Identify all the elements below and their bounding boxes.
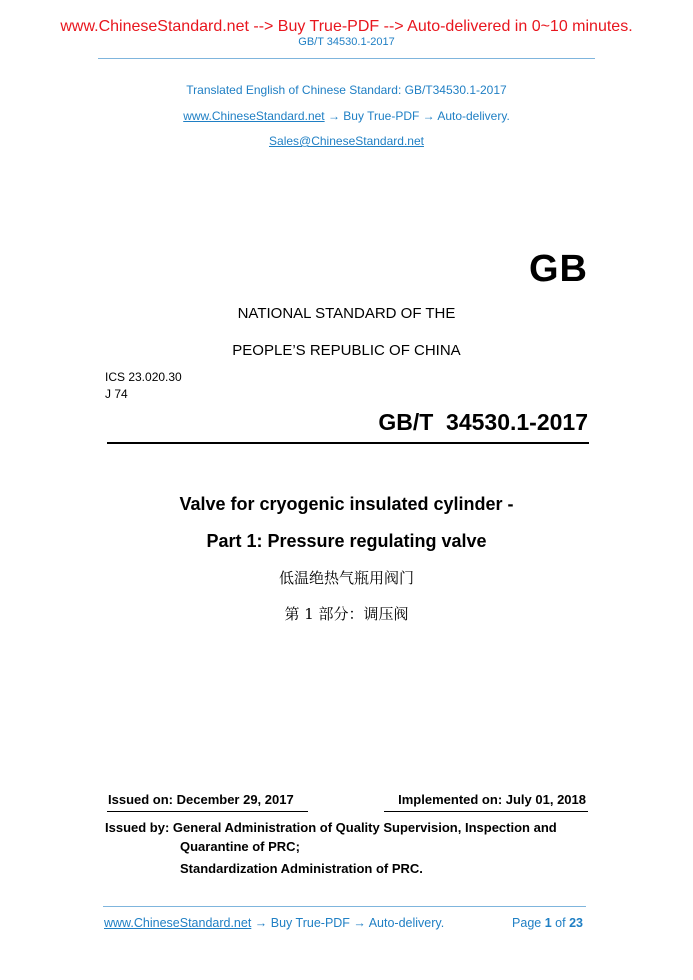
implemented-on-rule xyxy=(384,811,588,812)
footer-buy-text: → Buy True-PDF → Auto-delivery. xyxy=(251,916,445,930)
title-en-line2: Part 1: Pressure regulating valve xyxy=(206,531,487,551)
ccs-code: J 74 xyxy=(105,387,128,401)
issued-by-line3: Standardization Administration of PRC. xyxy=(180,861,423,876)
ics-code: ICS 23.020.30 xyxy=(105,370,182,384)
standard-number: GB/T 34530.1-2017 xyxy=(378,409,588,435)
implemented-on-date: Implemented on: July 01, 2018 xyxy=(398,792,586,807)
national-standard-line2: PEOPLE’S REPUBLIC OF CHINA xyxy=(232,342,461,359)
standard-number-rule xyxy=(107,442,589,444)
header-divider xyxy=(98,58,595,59)
buy-text: → Buy True-PDF → Auto-delivery. xyxy=(324,109,510,123)
issued-by-line1: Issued by: General Administration of Quality Supervision, Inspection and xyxy=(105,820,557,835)
page-current: 1 xyxy=(544,916,552,930)
header-standard-ref: GB/T 34530.1-2017 xyxy=(298,36,395,48)
footer-site-link[interactable]: www.ChineseStandard.net xyxy=(104,916,252,930)
email-line xyxy=(0,134,693,148)
issued-by-block xyxy=(105,818,557,878)
page-total: 23 xyxy=(569,916,583,930)
top-banner[interactable]: www.ChineseStandard.net --> Buy True-PDF --> Auto-delivered in 0~10 minutes. xyxy=(60,18,633,35)
sales-email-link[interactable]: Sales@ChineseStandard.net xyxy=(269,134,424,148)
national-standard-line1: NATIONAL STANDARD OF THE xyxy=(237,305,456,322)
site-link[interactable]: www.ChineseStandard.net xyxy=(183,109,325,123)
issued-on-rule xyxy=(107,811,308,812)
issued-on-date: Issued on: December 29, 2017 xyxy=(108,792,294,807)
title-en-line1: Valve for cryogenic insulated cylinder - xyxy=(179,494,514,514)
translated-notice: Translated English of Chinese Standard: GB/T34530.1-2017 xyxy=(186,83,507,97)
footer-buy-line xyxy=(104,916,444,930)
footer-divider xyxy=(103,906,586,907)
intro-buy-line xyxy=(0,109,693,123)
gb-mark: GB xyxy=(529,248,588,290)
issued-by-line2: Quarantine of PRC; xyxy=(180,839,300,854)
title-cn-line1: 低温绝热气瓶用阀门 xyxy=(278,569,414,587)
page-indicator xyxy=(512,916,583,930)
page-label: Page xyxy=(512,916,542,930)
title-cn-line2: 第 1 部分：调压阀 xyxy=(284,605,409,623)
page-of: of xyxy=(555,916,566,930)
